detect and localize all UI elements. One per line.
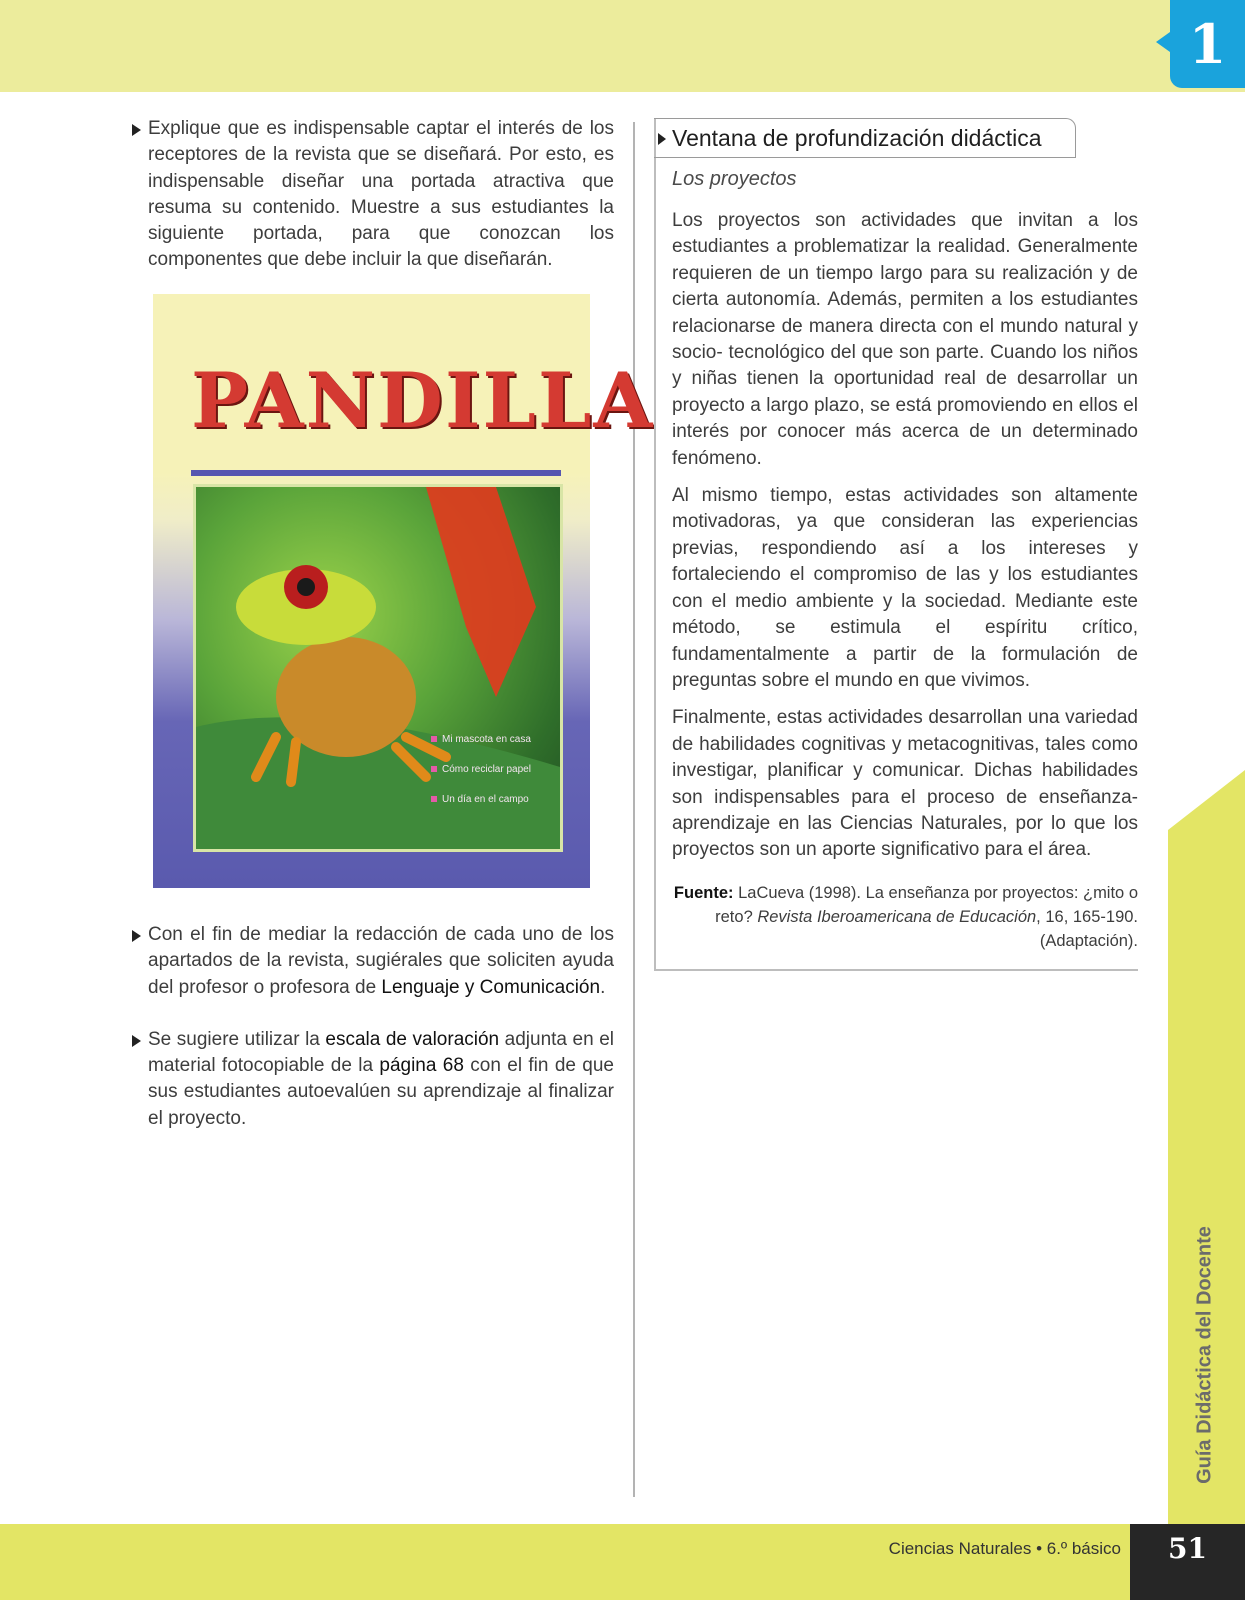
source-citation: Fuente: LaCueva (1998). La enseñanza por proyectos: ¿mito o reto? Revista Iberoamericana de Educación, 16, 165-190. (Adaptación). [673,884,1138,950]
box-paragraph: Los proyectos son actividades que invitan a los estudiantes a problematizar la realidad. Generalmente requieren de un tiempo largo para su realización y de cierta autonomía. Además, permiten a los estudiantes relacionarse de manera directa con el mundo natural y socio- tecnológico del que son parte. Cuando los niños y niñas tienen la oportunidad real de desarrollar un proyecto a largo plazo, se está promoviendo en ellos el interés por conocer más acerca de un determinado fenómeno. [672,210,1138,469]
didactic-box-title: Ventana de profundización didáctica [672,125,1042,151]
left-column [130,116,614,274]
cover-title: PANDILLA [191,356,655,445]
cover-rule [191,470,561,476]
cover-item: Un día en el campo [431,794,561,824]
footer-band [0,1524,1245,1600]
bullet-intro: Explique que es indispensable captar el interés de los receptores de la revista que se diseñará. Por esto, es indispensable diseñar una portada atractiva que resuma su contenido. Muestre a sus estudiantes la siguiente portada, para que conozcan los componentes que debe incluir la que diseñarán. [130,116,614,274]
column-divider [633,122,635,1497]
left-column-lower [130,922,614,1132]
bullet-rubric: Se sugiere utilizar la escala de valoración adjunta en el material fotocopiable de la página 68 con el fin de que sus estudiantes autoevalúen su aprendizaje al finalizar el proyecto. [130,1027,614,1132]
footer-subject: Ciencias Naturales • 6.º básico [888,1539,1121,1558]
didactic-box-subtitle: Los proyectos [672,168,797,190]
box-paragraph: Finalmente, estas actividades desarrollan una variedad de habilidades cognitivas y metacognitivas, tales como investigar, planificar y comunicar. Dichas habilidades son indispensables para el proceso de enseñanza-aprendizaje en las Ciencias Naturales, por lo que los proyectos son un aporte significativo para el área. [672,707,1138,861]
cover-item: Cómo reciclar papel [431,764,561,794]
bullet-language: Con el fin de mediar la redacción de cada uno de los apartados de la revista, sugiérales que soliciten ayuda del profesor o profesora de Lenguaje y Comunicación. [130,922,614,1001]
top-band [0,0,1245,92]
cover-item: Mi mascota en casa [431,734,561,764]
page-number: 51 [1130,1524,1245,1600]
side-label-text: Guía Didáctica del Docente [1193,1226,1216,1484]
box-paragraph: Al mismo tiempo, estas actividades son altamente motivadoras, ya que consideran las experiencias previas, respondiendo así a los intereses y fortaleciendo el compromiso de las y los estudiantes con el medio ambiente y la sociedad. Mediante este método, se estimula el espíritu crítico, fundamentalmente a partir de la formulación de preguntas sobre el mundo en que vivimos. [672,485,1138,691]
magazine-cover-image [153,294,655,888]
unit-number-tab: 1 [1170,0,1245,88]
cover-items [431,734,561,824]
didactic-box-body [672,208,1138,875]
side-label [1170,1220,1240,1490]
